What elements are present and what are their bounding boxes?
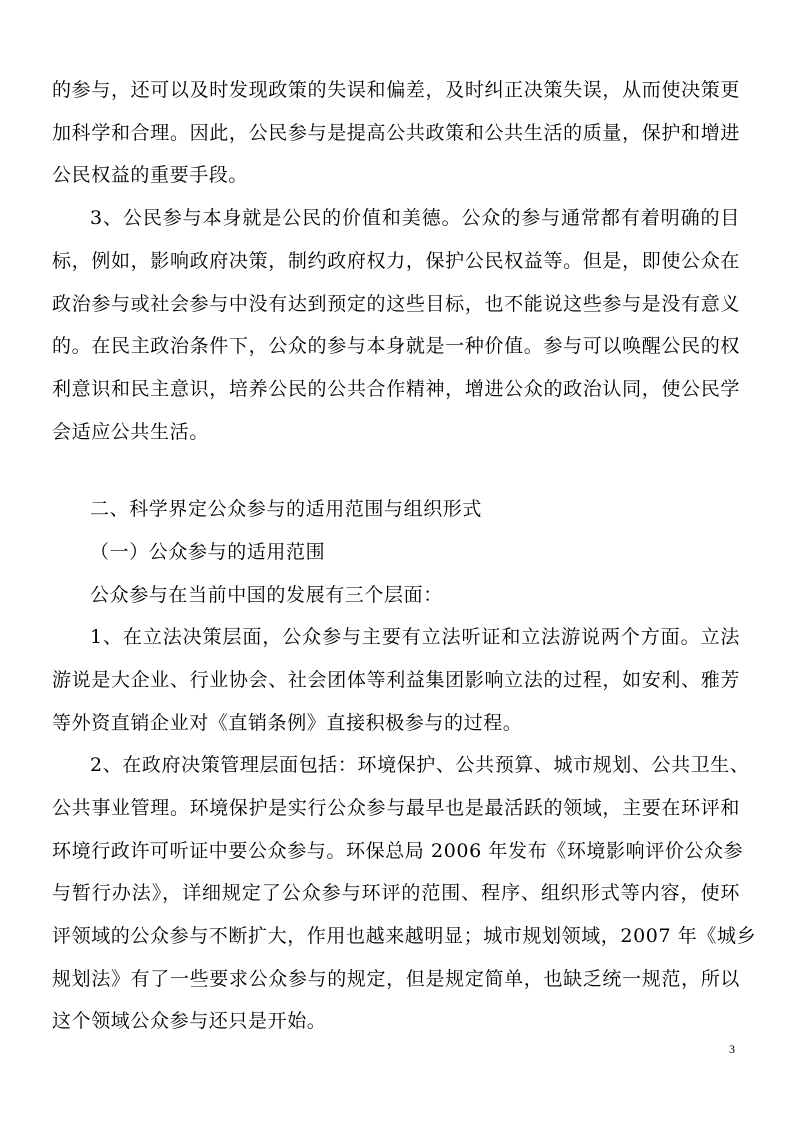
paragraph-line: 公众参与在当前中国的发展有三个层面： — [90, 584, 443, 606]
section-heading: 二、科学界定公众参与的适用范围与组织形式 — [90, 498, 483, 520]
paragraph-line: 环境行政许可听证中要公众参与。环保总局 2006 年发布《环境影响评价公众参 — [52, 840, 744, 862]
subsection-heading: （一）公众参与的适用范围 — [90, 541, 326, 563]
paragraph-line: 公共事业管理。环境保护是实行公众参与最早也是最活跃的领域，主要在环评和 — [52, 797, 740, 819]
paragraph-line: 利意识和民主意识，培养公民的公共合作精神，增进公众的政治认同，使公民学 — [52, 378, 740, 400]
paragraph-line: 1、在立法决策层面，公众参与主要有立法听证和立法游说两个方面。立法 — [90, 626, 740, 648]
paragraph-line: 与暂行办法》，详细规定了公众参与环评的范围、程序、组织形式等内容，使环 — [52, 882, 740, 904]
paragraph-line: 公民权益的重要手段。 — [52, 164, 249, 186]
paragraph-line: 2、在政府决策管理层面包括：环境保护、公共预算、城市规划、公共卫生、 — [90, 754, 750, 776]
paragraph-line: 评领域的公众参与不断扩大，作用也越来越明显；城市规划领域，2007 年《城乡 — [52, 925, 757, 947]
paragraph-line: 加科学和合理。因此，公民参与是提高公共政策和公共生活的质量，保护和增进 — [52, 122, 740, 144]
paragraph-line: 的。在民主政治条件下，公众的参与本身就是一种价值。参与可以唤醒公民的权 — [52, 335, 740, 357]
paragraph-line: 3、公民参与本身就是公民的价值和美德。公众的参与通常都有着明确的目 — [90, 207, 740, 229]
paragraph-line: 标，例如，影响政府决策，制约政府权力，保护公民权益等。但是，即使公众在 — [52, 250, 740, 272]
paragraph-line: 的参与，还可以及时发现政策的失误和偏差，及时纠正决策失误，从而使决策更 — [52, 79, 740, 101]
paragraph-line: 政治参与或社会参与中没有达到预定的这些目标，也不能说这些参与是没有意义 — [52, 293, 740, 315]
paragraph-line: 这个领域公众参与还只是开始。 — [52, 1010, 327, 1032]
paragraph-line: 会适应公共生活。 — [52, 421, 209, 443]
paragraph-line: 规划法》有了一些要求公众参与的规定，但是规定简单，也缺乏统一规范，所以 — [52, 968, 740, 990]
paragraph-line: 等外资直销企业对《直销条例》直接积极参与的过程。 — [52, 712, 523, 734]
paragraph-line: 游说是大企业、行业协会、社会团体等利益集团影响立法的过程，如安利、雅芳 — [52, 669, 740, 691]
page-number: 3 — [729, 1042, 735, 1056]
